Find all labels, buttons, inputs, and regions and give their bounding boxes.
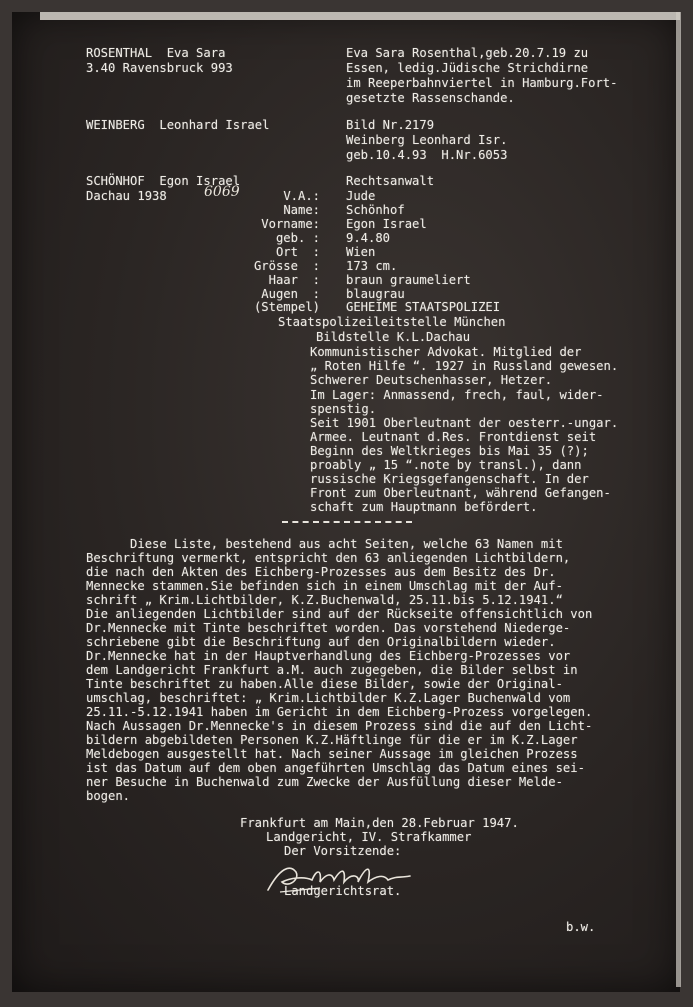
body-line-8: schriebene gibt die Beschriftung auf den Originalbildern wieder.	[86, 635, 556, 649]
field-value-ort: Wien	[346, 245, 376, 259]
field-label-va: V.A.:	[283, 189, 320, 203]
entry-rosenthal-name: ROSENTHAL Eva Sara	[86, 46, 226, 60]
entry-schoenhof-profession: Rechtsanwalt	[346, 174, 435, 188]
field-value-haar: braun graumeliert	[346, 273, 471, 287]
remark-line-8: Beginn des Weltkrieges bis Mai 35 (?);	[310, 444, 589, 458]
remark-line-9: proably „ 15 “.note by transl.), dann	[310, 458, 582, 472]
field-value-augen: blaugrau	[346, 287, 405, 301]
signatory-role: Der Vorsitzende:	[284, 844, 402, 858]
body-line-1: Diese Liste, bestehend aus acht Seiten, welche 63 Namen mit	[86, 537, 563, 551]
entry-schoenhof-name: SCHÖNHOF Egon Israel	[86, 174, 241, 188]
remark-line-11: Front zum Oberleutnant, während Gefangen-	[310, 486, 611, 500]
remark-line-4: Im Lager: Anmassend, frech, faul, wider-	[310, 388, 604, 402]
body-line-3: die nach den Akten des Eichberg-Prozesses aus dem Besitz des Dr.	[86, 565, 556, 579]
body-line-15: bildern abgebildeten Personen K.Z.Häftlinge für die er im K.Z.Lager	[86, 733, 578, 747]
stamp-line-2: Bildstelle K.L.Dachau	[316, 330, 471, 344]
place-date: Frankfurt am Main,den 28.Februar 1947.	[240, 816, 519, 830]
field-label-stempel: (Stempel)	[253, 300, 320, 314]
field-label-name: Name:	[283, 203, 320, 217]
body-line-16: Meldebogen ausgestellt hat. Nach seiner Aussage im gleichen Prozess	[86, 747, 578, 761]
entry-rosenthal-desc-2: Essen, ledig.Jüdische Strichdirne	[346, 61, 589, 75]
field-label-haar: Haar :	[268, 273, 320, 287]
body-line-10: dem Landgericht Frankfurt a.M. auch zugegeben, die Bilder selbst in	[86, 663, 578, 677]
field-value-groesse: 173 cm.	[346, 259, 398, 273]
body-line-12: umschlag, beschriftet: „ Krim.Lichtbilder K.Z.Lager Buchenwald vom	[86, 691, 571, 705]
body-line-14: Nach Aussagen Dr.Mennecke's in diesem Prozess sind die auf den Licht-	[86, 719, 593, 733]
section-divider	[282, 521, 412, 523]
court-name: Landgericht, IV. Strafkammer	[266, 830, 472, 844]
remark-line-10: russische Kriegsgefangenschaft. In der	[310, 472, 589, 486]
body-line-17: ist das Datum auf dem oben angeführten Umschlag das Datum eines sei-	[86, 761, 585, 775]
body-line-2: Beschriftung vermerkt, entspricht den 63 anliegenden Lichtbildern,	[86, 551, 571, 565]
remark-line-7: Armee. Leutnant d.Res. Frontdienst seit	[310, 430, 597, 444]
entry-weinberg-name: WEINBERG Leonhard Israel	[86, 118, 270, 132]
field-value-va: Jude	[346, 189, 376, 203]
body-line-6: Die anliegenden Lichtbilder sind auf der Rückseite offensichtlich von	[86, 607, 593, 621]
field-label-augen: Augen :	[261, 287, 320, 301]
remark-line-3: Schwerer Deutschenhasser, Hetzer.	[310, 373, 553, 387]
field-value-stempel: GEHEIME STAATSPOLIZEI	[346, 300, 501, 314]
remark-line-6: Seit 1901 Oberleutnant der oesterr.-ungar.	[310, 416, 619, 430]
stamp-line-1: Staatspolizeileitstelle München	[278, 315, 506, 329]
entry-rosenthal-camp: 3.40 Ravensbruck 993	[86, 61, 233, 75]
field-label-groesse: Grösse :	[253, 259, 320, 273]
entry-rosenthal-desc-1: Eva Sara Rosenthal,geb.20.7.19 zu	[346, 46, 589, 60]
body-line-13: 25.11.-5.12.1941 haben im Gericht in dem Eichberg-Prozess vorgelegen.	[86, 705, 593, 719]
entry-weinberg-desc-1: Bild Nr.2179	[346, 118, 435, 132]
body-line-5: schrift „ Krim.Lichtbilder, K.Z.Buchenwald, 25.11.bis 5.12.1941.“	[86, 593, 563, 607]
entry-weinberg-desc-2: Weinberg Leonhard Isr.	[346, 133, 508, 147]
field-label-geb: geb. :	[275, 231, 320, 245]
field-value-name: Schönhof	[346, 203, 405, 217]
field-value-geb: 9.4.80	[346, 231, 391, 245]
paper-edge-top	[40, 12, 680, 20]
body-line-9: Dr.Mennecke hat in der Hauptverhandlung des Eichberg-Prozesses vor	[86, 649, 571, 663]
field-value-vorname: Egon Israel	[346, 217, 427, 231]
signatory-title: Landgerichtsrat.	[284, 884, 402, 898]
field-label-vorname: Vorname:	[261, 217, 320, 231]
body-line-4: Mennecke stammen.Sie befinden sich in einem Umschlag mit der Auf-	[86, 579, 563, 593]
body-line-7: Dr.Mennecke mit Tinte beschriftet worden. Das vorstehend Niederge-	[86, 621, 571, 635]
entry-schoenhof-camp: Dachau 1938	[86, 189, 167, 203]
turn-over-note: b.w.	[566, 920, 596, 934]
entry-rosenthal-desc-3: im Reeperbahnviertel in Hamburg.Fort-	[346, 76, 618, 90]
field-label-ort: Ort :	[275, 245, 320, 259]
body-line-18: ner Besuche in Buchenwald zum Zwecke der Ausfüllung dieser Melde-	[86, 775, 563, 789]
entry-rosenthal-desc-4: gesetzte Rassenschande.	[346, 91, 515, 105]
remark-line-2: „ Roten Hilfe “. 1927 in Russland gewesen.	[310, 359, 619, 373]
paper-edge-right	[676, 12, 681, 987]
body-line-11: Tinte beschriftet zu haben.Alle diese Bilder, sowie der Original-	[86, 677, 563, 691]
remark-line-1: Kommunistischer Advokat. Mitglied der	[310, 345, 582, 359]
body-line-19: bogen.	[86, 789, 131, 803]
handwritten-number: 6069	[204, 184, 240, 200]
remark-line-5: spenstig.	[310, 402, 377, 416]
remark-line-12: schaft zum Hauptmann befördert.	[310, 500, 538, 514]
entry-weinberg-desc-3: geb.10.4.93 H.Nr.6053	[346, 148, 508, 162]
